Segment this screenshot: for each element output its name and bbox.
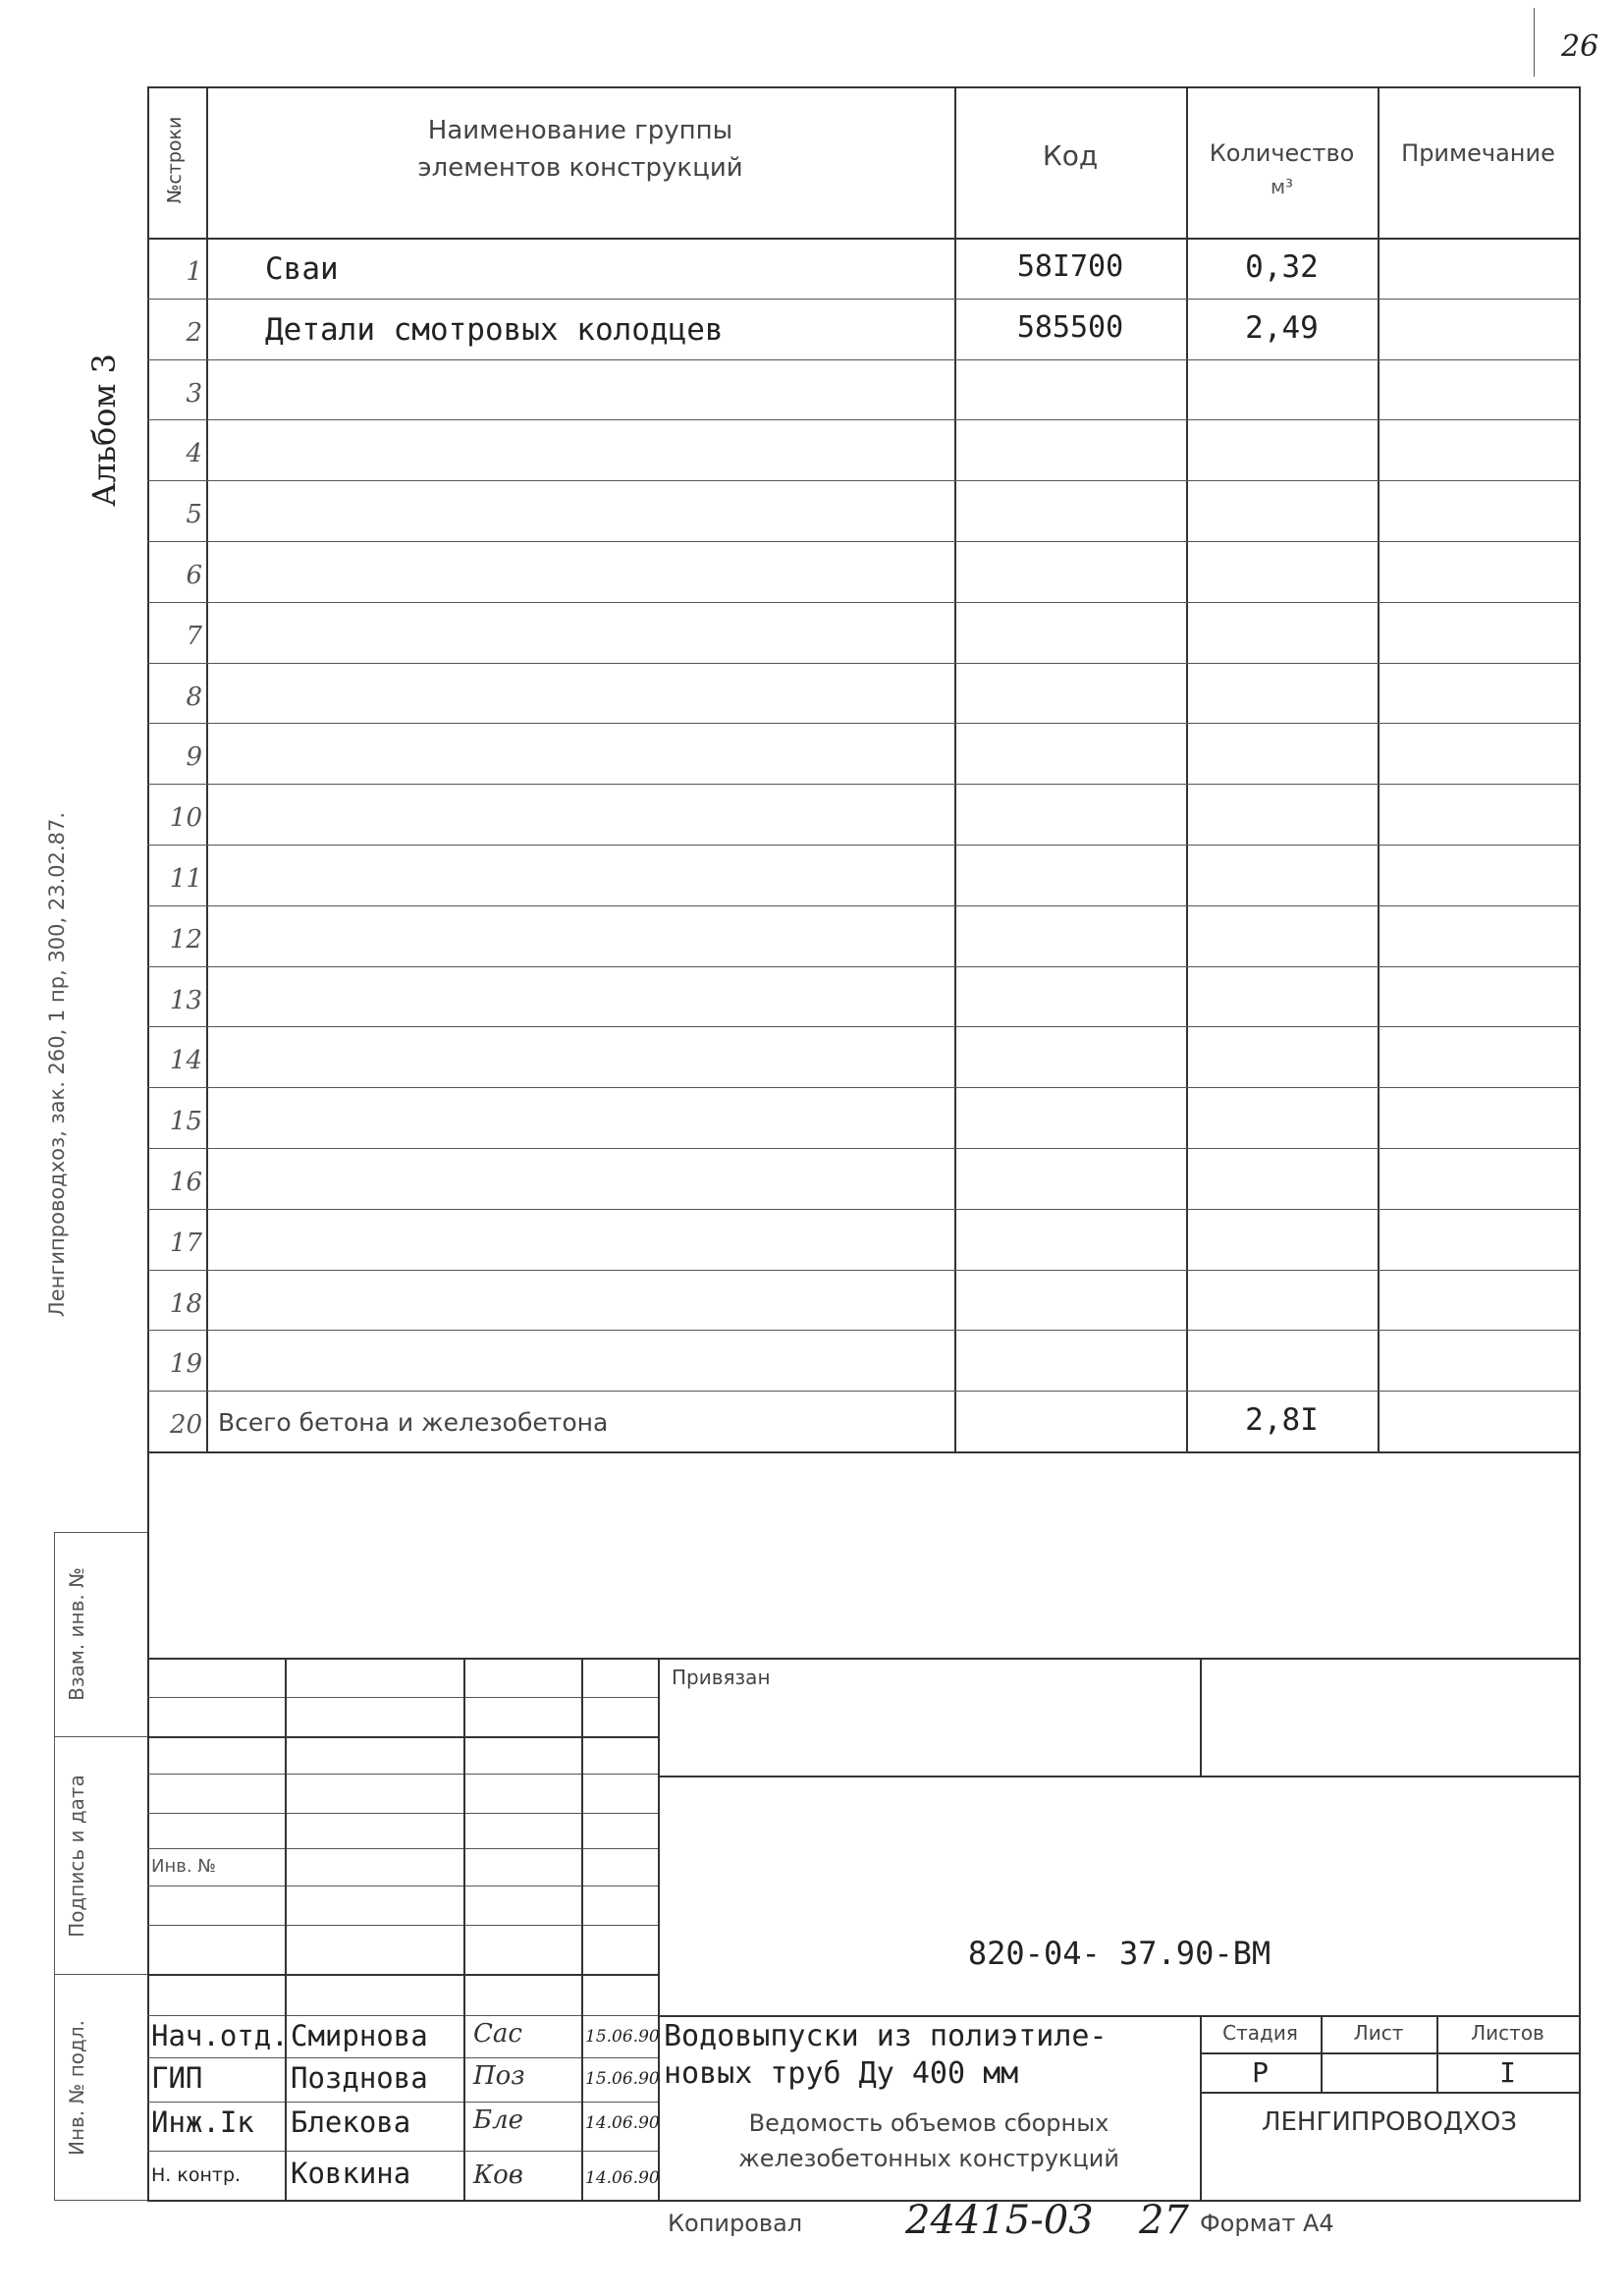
privyazan-label: Привязан — [672, 1666, 771, 1689]
header-note: Примечание — [1401, 139, 1555, 167]
side-note: Ленгипроводхоз, зак. 260, 1 пр, 300, 23.02.87. — [45, 811, 69, 1318]
signature-engineer: Бле — [473, 2105, 524, 2135]
row-number: 20 — [169, 1410, 202, 1440]
row-number: 6 — [186, 561, 202, 590]
header-name-line1: Наименование группы — [427, 116, 733, 145]
date-head-dept: 15.06.90 — [585, 2027, 660, 2047]
table-row — [147, 480, 1581, 541]
row-number: 1 — [186, 257, 202, 287]
row-number: 7 — [186, 622, 202, 651]
role-norm-control: Н. контр. — [151, 2164, 242, 2186]
row-quantity: 2,49 — [1245, 310, 1319, 346]
album-label: Альбом 3 — [85, 354, 123, 507]
date-gip: 15.06.90 — [585, 2069, 660, 2089]
date-norm-control: 14.06.90 — [585, 2168, 660, 2188]
format-label: Формат А4 — [1200, 2210, 1334, 2237]
name-norm-control: Ковкина — [291, 2157, 411, 2190]
table-row — [147, 299, 1581, 359]
row-number: 8 — [186, 683, 202, 712]
document-code: 820-04- 37.90-ВМ — [967, 1935, 1271, 1972]
role-gip: ГИП — [151, 2061, 203, 2095]
table-row — [147, 419, 1581, 480]
table-row — [147, 1026, 1581, 1087]
row-number: 4 — [186, 439, 202, 468]
row-number: 13 — [169, 986, 202, 1015]
name-gip: Позднова — [291, 2061, 428, 2095]
side-field-inv-original: Инв. № подл. — [65, 2020, 88, 2156]
row-name: Детали смотровых колодцев — [265, 312, 724, 348]
sheet-subtitle-line2: железобетонных конструкций — [738, 2145, 1119, 2172]
signature-head-dept: Сас — [473, 2019, 522, 2049]
table-row — [147, 602, 1581, 663]
table-row — [147, 238, 1581, 299]
row-number: 2 — [186, 318, 202, 348]
table-row — [147, 845, 1581, 905]
name-engineer: Блекова — [291, 2105, 411, 2139]
side-field-replaced-inv: Взам. инв. № — [65, 1567, 88, 1701]
header-row-number: №строки — [164, 116, 186, 204]
row-number: 12 — [169, 925, 202, 955]
table-row — [147, 541, 1581, 602]
signature-gip: Поз — [473, 2061, 525, 2091]
table-row — [147, 1330, 1581, 1391]
sheets-label: Листов — [1471, 2021, 1544, 2045]
table-row — [147, 1391, 1581, 1451]
table-row — [147, 1148, 1581, 1209]
table-row — [147, 1209, 1581, 1270]
header-quantity-unit: м³ — [1270, 175, 1294, 198]
copied-label: Копировал — [668, 2210, 803, 2237]
table-row — [147, 359, 1581, 420]
side-field-signature-date: Подпись и дата — [65, 1775, 88, 1938]
row-quantity: 0,32 — [1245, 249, 1319, 285]
date-engineer: 14.06.90 — [585, 2113, 660, 2133]
row-number: 9 — [186, 742, 202, 772]
role-head-dept: Нач.отд. — [151, 2019, 289, 2052]
row-code: 585500 — [1016, 310, 1124, 345]
header-code: Код — [1042, 139, 1099, 172]
table-row — [147, 1087, 1581, 1148]
row-number: 18 — [169, 1289, 202, 1319]
page-number: 26 — [1561, 29, 1599, 64]
row-quantity: 2,8I — [1245, 1402, 1319, 1438]
table-row — [147, 1270, 1581, 1331]
row-number: 11 — [169, 864, 202, 894]
stage-value: Р — [1252, 2056, 1269, 2089]
row-name: Всего бетона и железобетона — [218, 1408, 609, 1437]
role-engineer: Инж.Iк — [151, 2105, 254, 2139]
row-number: 5 — [186, 500, 202, 529]
table-row — [147, 784, 1581, 845]
table-row — [147, 723, 1581, 784]
row-number: 19 — [169, 1349, 202, 1379]
header-quantity: Количество — [1209, 139, 1355, 167]
row-name: Сваи — [265, 251, 339, 287]
table-row — [147, 966, 1581, 1027]
row-number: 15 — [169, 1107, 202, 1136]
row-number: 17 — [169, 1229, 202, 1258]
order-number: 24415-03 — [905, 2198, 1094, 2243]
row-number: 14 — [169, 1046, 202, 1075]
table-row — [147, 905, 1581, 966]
row-number: 10 — [169, 803, 202, 833]
table-row — [147, 663, 1581, 724]
sheet-label: Лист — [1353, 2021, 1404, 2045]
sheet-subtitle-line1: Ведомость объемов сборных — [748, 2109, 1109, 2137]
inv-no-label: Инв. № — [151, 1856, 217, 1877]
signature-norm-control: Ков — [473, 2160, 523, 2190]
sheets-value: I — [1499, 2056, 1516, 2089]
project-title-line2: новых труб Ду 400 мм — [664, 2056, 1019, 2091]
project-title-line1: Водовыпуски из полиэтиле- — [664, 2019, 1108, 2053]
order-sheet-number: 27 — [1139, 2198, 1189, 2243]
row-code: 58I700 — [1016, 249, 1124, 284]
organization-name: ЛЕНГИПРОВОДХОЗ — [1261, 2107, 1518, 2137]
row-number: 3 — [186, 379, 202, 409]
header-name-line2: элементов конструкций — [417, 153, 743, 183]
row-number: 16 — [169, 1168, 202, 1197]
stage-label: Стадия — [1222, 2021, 1298, 2045]
name-head-dept: Смирнова — [291, 2019, 428, 2052]
